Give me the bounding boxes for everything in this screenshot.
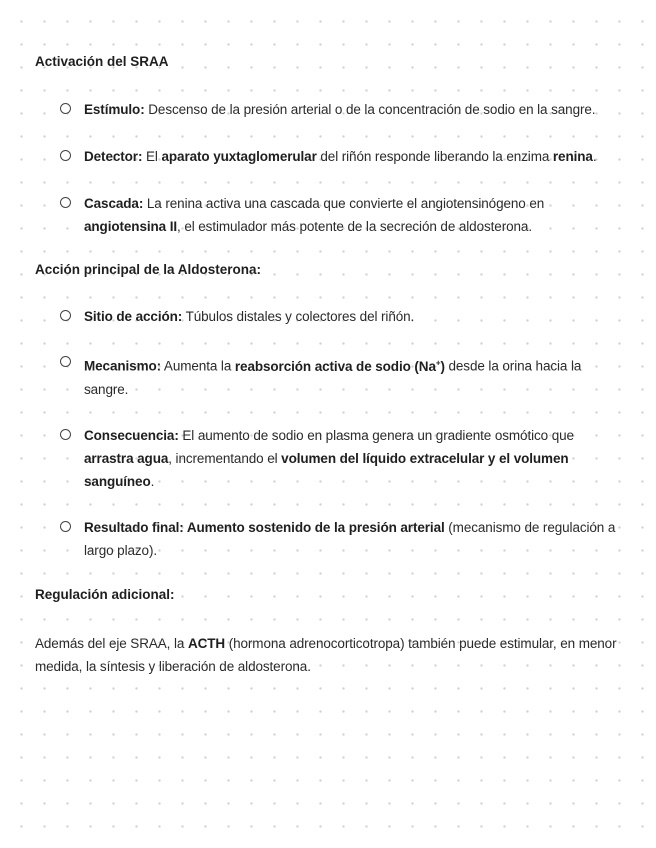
item-text: (mecanismo de regulación a largo plazo). [84,519,616,558]
item-text: La renina activa una cascada que convierte el angiotensinógeno en [143,196,545,211]
list-item-sitio [35,305,620,328]
aldosterona-list [35,305,620,562]
bullet-circle-icon [60,310,71,321]
list-item-detector [35,145,620,168]
section-heading-sraa: Activación del SRAA [35,54,169,69]
item-text: . [150,473,155,489]
item-label: Estímulo: [84,102,145,117]
regulacion-paragraph [35,632,620,678]
item-text: del riñón responde liberando la enzima [316,149,553,164]
bullet-circle-icon [60,150,71,161]
item-bold: angiotensina II [84,219,178,234]
bullet-circle-icon [60,429,71,440]
item-label: Cascada: [84,196,144,211]
item-bold-text: reabsorción activa de sodio (Na [234,358,436,374]
section-heading-regulacion: Regulación adicional: [35,586,175,602]
item-text: , incrementando el [168,450,282,466]
item-bold-close: ) [440,358,445,374]
item-bold: Aumento sostenido de la presión arterial [183,519,445,535]
item-bold: arrastra agua [84,450,169,466]
item-label: Detector: [84,149,143,164]
item-text: Descenso de la presión arterial o de la concentración de sodio en la sangre. [144,102,596,117]
item-text: desde la orina hacia la sangre. [84,358,582,397]
item-bold: volumen del líquido extracelular y el volumen sanguíneo [84,450,569,489]
list-item-cascada [35,192,620,238]
item-text: . [592,149,597,164]
item-label: Consecuencia: [84,427,179,443]
item-label: Resultado final: [84,519,184,535]
list-item-estimulo [35,98,620,121]
paragraph-text: Además del eje SRAA, la [35,635,188,651]
bullet-circle-icon [60,356,71,367]
list-item-consecuencia [35,424,620,493]
bullet-circle-icon [60,103,71,114]
item-text: El aumento de sodio en plasma genera un gradiente osmótico que [178,427,574,443]
sraa-list [35,98,620,238]
bullet-circle-icon [60,521,71,532]
item-text: , el estimulador más potente de la secreción de aldosterona. [177,219,532,234]
bullet-circle-icon [60,197,71,208]
item-bold: aparato yuxtaglomerular [161,149,317,164]
paragraph-text: (hormona adrenocorticotropa) también puede estimular, en menor medida, la síntesis y liberación de aldosterona. [35,635,617,674]
item-text: Aumenta la [161,358,235,374]
item-text: El [142,149,162,164]
paragraph-bold: ACTH [187,635,226,651]
sodium-charge: + [435,358,441,367]
document-page [35,52,620,678]
list-item-resultado [35,516,620,562]
item-label: Mecanismo: [84,358,162,374]
item-bold [235,359,445,374]
item-label: Sitio de acción: [84,309,183,324]
item-bold: renina [552,149,593,164]
list-item-mecanismo [35,351,620,401]
item-text: Túbulos distales y colectores del riñón. [182,309,415,324]
section-heading-aldosterona: Acción principal de la Aldosterona: [35,262,262,277]
